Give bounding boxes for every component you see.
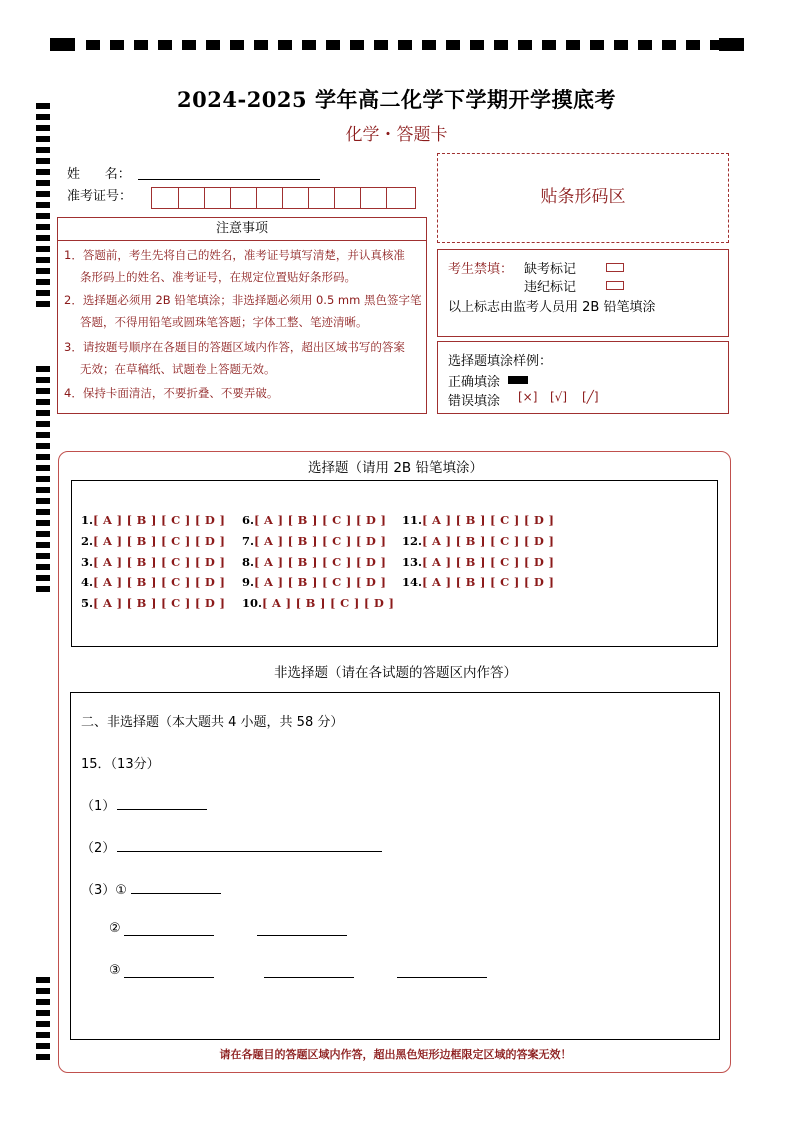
question-9[interactable]: 9.[ A ] [ B ] [ C ] [ D ] [242, 575, 387, 589]
fill-example-title: 选择题填涂样例： [448, 354, 553, 369]
answer-line-3-2a[interactable] [124, 935, 214, 936]
name-field[interactable] [138, 179, 320, 180]
examiner-only-box [437, 249, 729, 337]
top-timing-marks [50, 38, 744, 52]
absent-mark-box[interactable] [606, 263, 624, 272]
page-subtitle: 化学・答题卡 [345, 125, 448, 145]
sub-1-label: （1） [81, 799, 116, 814]
answer-line-3-2b[interactable] [257, 935, 347, 936]
nonchoice-box [70, 692, 720, 1040]
barcode-area: 贴条形码区 [437, 153, 729, 243]
wrong-fill-label: 错误填涂 [448, 394, 501, 409]
notice-item-4: 4．保持卡面清洁，不要折叠、不要弄破。 [64, 386, 279, 400]
notice-item-2: 2．选择题必须用 2B 铅笔填涂；非选择题必须用 0.5 mm 黑色签字笔 答题，不得用铅笔或圆珠笔答题；字体工整、笔迹清晰。 [64, 293, 422, 329]
correct-fill-mark [508, 376, 528, 384]
answer-line-2[interactable] [117, 851, 382, 852]
question-15-label: 15．（13分） [81, 757, 160, 772]
question-6[interactable]: 6.[ A ] [ B ] [ C ] [ D ] [242, 513, 387, 527]
wrong-mark-cross: [×] [518, 390, 538, 404]
correct-fill-label: 正确填涂 [448, 375, 501, 390]
question-4[interactable]: 4.[ A ] [ B ] [ C ] [ D ] [81, 575, 226, 589]
notice-item-1: 1．答题前，考生先将自己的姓名，准考证号填写清楚，并认真核准 条形码上的姓名、准考证号，在规定位置贴好条形码。 [64, 248, 405, 284]
question-11[interactable]: 11.[ A ] [ B ] [ C ] [ D ] [402, 513, 555, 527]
question-10[interactable]: 10.[ A ] [ B ] [ C ] [ D ] [242, 596, 395, 610]
wrong-mark-slash: [╱] [582, 390, 599, 404]
exam-id-label: 准考证号： [67, 189, 133, 204]
notice-box [57, 217, 427, 414]
question-8[interactable]: 8.[ A ] [ B ] [ C ] [ D ] [242, 555, 387, 569]
sub-2-label: （2） [81, 841, 116, 856]
exam-id-boxes[interactable] [151, 187, 416, 209]
choice-section-title: 选择题（请用 2B 铅笔填涂） [308, 460, 483, 476]
question-3[interactable]: 3.[ A ] [ B ] [ C ] [ D ] [81, 555, 226, 569]
answer-area [58, 451, 731, 1073]
answer-line-3-3a[interactable] [124, 977, 214, 978]
question-14[interactable]: 14.[ A ] [ B ] [ C ] [ D ] [402, 575, 555, 589]
choice-box [71, 480, 718, 647]
examiner-only-label: 考生禁填： [448, 262, 514, 277]
violation-mark-label: 违纪标记 [524, 280, 577, 295]
answer-line-3-3c[interactable] [397, 977, 487, 978]
page-title: 2024-2025 学年高二化学下学期开学摸底考 [177, 87, 616, 112]
part-two-title: 二、非选择题（本大题共 4 小题，共 58 分） [81, 715, 344, 730]
question-2[interactable]: 2.[ A ] [ B ] [ C ] [ D ] [81, 534, 226, 548]
examiner-note: 以上标志由监考人员用 2B 铅笔填涂 [448, 300, 656, 315]
answer-line-1[interactable] [117, 809, 207, 810]
sub-3c-label: ③ [109, 963, 121, 978]
notice-item-3: 3．请按题号顺序在各题目的答题区域内作答，超出区域书写的答案 无效；在草稿纸、试题卷上答题无效。 [64, 340, 405, 376]
notice-title: 注意事项 [58, 218, 426, 241]
sub-3b-label: ② [109, 921, 121, 936]
violation-mark-box[interactable] [606, 281, 624, 290]
footer-warning: 请在各题目的答题区域内作答，超出黑色矩形边框限定区域的答案无效！ [219, 1048, 572, 1061]
name-label: 姓 名： [67, 167, 131, 182]
question-12[interactable]: 12.[ A ] [ B ] [ C ] [ D ] [402, 534, 555, 548]
question-13[interactable]: 13.[ A ] [ B ] [ C ] [ D ] [402, 555, 555, 569]
answer-line-3-3b[interactable] [264, 977, 354, 978]
nonchoice-section-title: 非选择题（请在各试题的答题区内作答） [274, 665, 517, 681]
answer-line-3-1[interactable] [131, 893, 221, 894]
question-1[interactable]: 1.[ A ] [ B ] [ C ] [ D ] [81, 513, 226, 527]
absent-mark-label: 缺考标记 [524, 262, 577, 277]
wrong-mark-check: [√] [550, 390, 568, 404]
question-7[interactable]: 7.[ A ] [ B ] [ C ] [ D ] [242, 534, 387, 548]
question-5[interactable]: 5.[ A ] [ B ] [ C ] [ D ] [81, 596, 226, 610]
sub-3-label: （3）① [81, 883, 127, 898]
fill-example-box [437, 341, 729, 414]
